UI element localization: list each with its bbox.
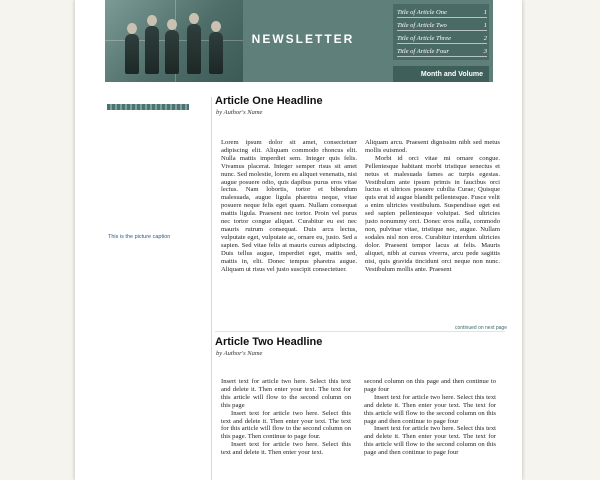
person-figure — [145, 26, 159, 74]
article-two-paragraph: second column on this page and then continue to page four — [364, 378, 496, 393]
column-divider — [211, 97, 212, 480]
continued-note[interactable]: continued on next page — [455, 325, 507, 331]
toc-item-page: 1 — [483, 22, 487, 29]
table-of-contents — [393, 4, 489, 60]
person-figure — [165, 30, 179, 74]
article-two-headline: Article Two Headline — [215, 336, 323, 348]
picture-caption: This is the picture caption — [108, 234, 171, 240]
sidebar-decor-bar — [107, 104, 189, 110]
toc-item-title: Title of Article Four — [397, 48, 450, 55]
article-two-column-2 — [364, 378, 496, 480]
person-figure — [209, 32, 223, 74]
toc-item-page: 1 — [483, 9, 487, 16]
article-two-column-1 — [221, 378, 351, 480]
article-divider — [215, 331, 505, 332]
newsletter-page — [75, 0, 522, 480]
toc-item-page: 2 — [483, 35, 487, 42]
article-one-paragraph: Aliquam arcu. Praesent dignissim nibh sed metus mollis euismod. — [365, 139, 500, 154]
article-one-column-2 — [365, 139, 500, 319]
article-two-paragraph: Insert text for article two here. Select this text and delete it. Then enter your text. — [221, 441, 351, 457]
toc-item[interactable] — [397, 32, 487, 44]
article-one-column-1 — [221, 139, 357, 319]
article-two-paragraph: Insert text for article two here. Select this text and delete it. Then enter your text. The text for this article will flow to the second column on this page — [221, 378, 351, 409]
article-one-paragraph: Morbi id orci vitae mi ornare congue. Pellentesque habitant morbi tristique senectus et netus et malesuada fames ac turpis egestas. Vestibulum ante ipsum primis in faucibus orci luctus et ultrices posuere cubilia Curae; Quisque quis erat id augue blandit pellentesque. Fusce velit a enim ultricies vestibulum. Suspendisse eget est sed sapien pellentesque volutpat. Sed ultricies justo nonummy orci. Donec eros nulla, commodo non, pulvinar vitae, tristique nec, augue. Nullam sodales nisl non eros. Curabitur interdum ultricies dolor. Praesent tempor lacus at felis. Mauris aliquet, nibh at cursus viverra, arcu pede sagittis nisi, quis gravida tincidunt orci neque non nunc. Vestibulum mollis ante. Praesent — [365, 154, 500, 273]
toc-item[interactable] — [397, 45, 487, 57]
toc-item[interactable] — [397, 19, 487, 31]
article-one-byline: by Author's Name — [216, 109, 263, 116]
article-two-paragraph: Insert text for article two here. Select this text and delete it. Then enter your text. The text for this article will flow to the second column on this page. Then continue to page four. — [221, 409, 351, 441]
article-one-paragraph: Lorem ipsum dolor sit amet, consectetuer adipiscing elit. Aliquam commodo rhoncus elit. Nulla mattis imperdiet sem. Integer quis felis. Vivamus placerat. Integer semper risus sit amet nunc. Sed molestie, lorem eu aliquet venenatis, nisi augue posuere odio, quis dapibus purus eros vitae lectus. Nam lobortis, tortor et bibendum malesuada, augue ligula pharetra neque, vitae posuere neque felis eget quam. Nullam consequat mattis ligula. Praesent nec tortor. Proin vel purus nec tortor congue aliquet. Curabitur eu est nec mauris rutrum consequat. Duis arcu lectus, vulputate eget, vulputate ac, ornare eu, justo. Sed a sapien. Sed vitae felis at mauris cursus adipiscing. Duis tellus augue, imperdiet eget, mattis sed, mattis in, elit. Donec tempus pharetra augue. Aliquam ut risus vel justo suscipit consectetuer. — [221, 139, 357, 273]
person-figure — [187, 24, 201, 74]
article-two-paragraph: Insert text for article two here. Select this text and delete it. Then enter your text. The text for this article will flow to the second column on this page and then continue to page four — [364, 425, 496, 457]
newsletter-banner — [105, 0, 493, 82]
toc-item-title: Title of Article Two — [397, 22, 447, 29]
toc-item-title: Title of Article Three — [397, 35, 451, 42]
article-one-headline: Article One Headline — [215, 95, 323, 107]
person-figure — [125, 34, 139, 74]
toc-item-title: Title of Article One — [397, 9, 447, 16]
newsletter-title: NEWSLETTER — [251, 32, 355, 46]
toc-item-page: 3 — [483, 48, 487, 55]
month-volume-label: Month and Volume — [393, 66, 489, 82]
article-two-paragraph: Insert text for article two here. Select this text and delete it. Then enter your text. The text for this article will flow to the second column on this page and then continue to page four — [364, 393, 496, 425]
article-two-byline: by Author's Name — [216, 350, 263, 357]
toc-item[interactable] — [397, 6, 487, 18]
